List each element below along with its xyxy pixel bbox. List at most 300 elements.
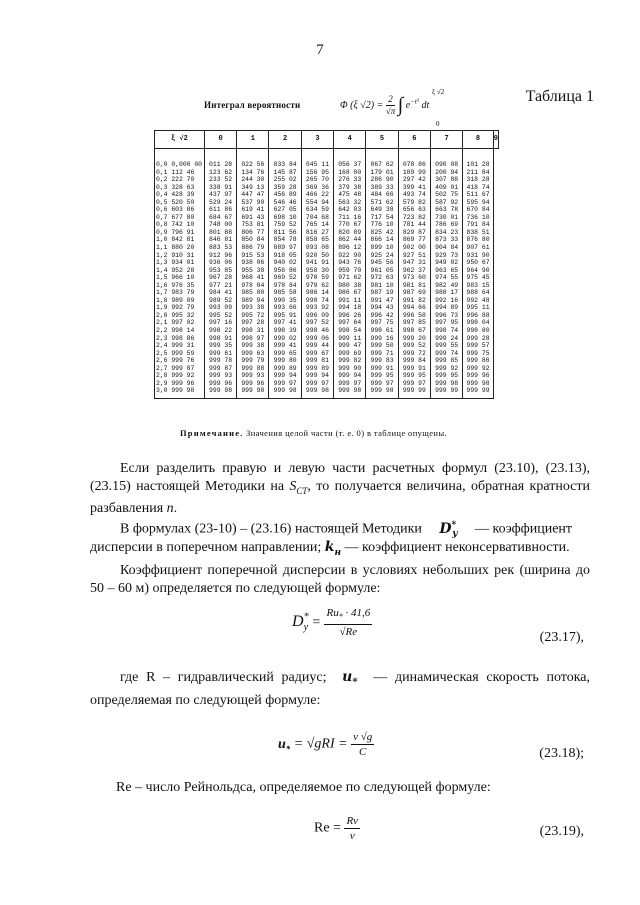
table-cell: 493 74 — [398, 191, 430, 199]
equation-number-23-17: (23.17), — [539, 630, 584, 645]
formula-lhs: Φ (ξ √2) = — [340, 99, 384, 111]
table-cell-arg: 2,6 999 76 — [155, 357, 205, 365]
paragraph-hydraulic-radius — [90, 668, 590, 710]
table-cell: 931 90 — [463, 252, 494, 260]
table-cell: 983 15 — [463, 282, 494, 290]
p1-text-after: , то получается величина, обратная кратности разбавления — [90, 479, 590, 516]
table-cell: 999 99 — [430, 387, 462, 398]
e1-numerator: $Ru_* \cdot 41,6$ — [324, 606, 372, 625]
table-cell: 999 63 — [237, 350, 269, 358]
table-note — [180, 428, 447, 438]
table-cell: 873 33 — [430, 236, 462, 244]
table-cell: 999 52 — [398, 342, 430, 350]
table-cell: 959 70 — [334, 267, 366, 275]
table-cell: 318 28 — [463, 176, 494, 184]
table-cell: 999 79 — [237, 357, 269, 365]
table-cell: 993 66 — [269, 304, 301, 312]
table-cell: 998 04 — [463, 319, 494, 327]
table-cell: 825 42 — [366, 229, 398, 237]
table-cell: 255 02 — [269, 176, 301, 184]
header-col-4: 4 — [334, 131, 366, 149]
table-cell: 770 67 — [334, 221, 366, 229]
table-cell: 999 69 — [334, 350, 366, 358]
paragraph-reynolds: Re – число Рейнольдса, определяемое по следующей формуле: — [116, 780, 491, 795]
table-cell: 978 84 — [269, 282, 301, 290]
table-cell-arg: 1,7 983 79 — [155, 289, 205, 297]
table-cell: 999 97 — [366, 380, 398, 388]
table-cell-arg: 2,8 999 92 — [155, 372, 205, 380]
table-cell: 634 59 — [301, 206, 333, 214]
e2-mid: = √gRI = — [293, 736, 348, 752]
table-cell: 999 67 — [301, 350, 333, 358]
k-symbol: $k_н$ — [324, 539, 342, 558]
table-cell: 011 28 — [204, 149, 236, 169]
table-cell: 409 01 — [430, 184, 462, 192]
table-cell: 999 11 — [334, 335, 366, 343]
table-cell: 999 88 — [237, 365, 269, 373]
table-cell: 759 52 — [269, 221, 301, 229]
s-st-symbol: $S_{СТ}$ — [289, 479, 308, 496]
table-cell: 996 73 — [430, 312, 462, 320]
table-cell: 902 00 — [398, 244, 430, 252]
table-cell: 996 58 — [398, 312, 430, 320]
table-cell: 649 38 — [366, 206, 398, 214]
table-cell: 276 33 — [334, 176, 366, 184]
table-cell: 338 91 — [204, 184, 236, 192]
table-cell: 571 62 — [366, 199, 398, 207]
table-cell: 989 52 — [204, 297, 236, 305]
table-cell: 244 30 — [237, 176, 269, 184]
e1-lhs: $D^*_y$ — [292, 611, 309, 633]
table-cell-arg: 0,9 796 91 — [155, 229, 205, 237]
table-cell: 179 01 — [366, 169, 398, 177]
table-cell: 134 76 — [237, 169, 269, 177]
table-row — [155, 274, 499, 282]
table-cell-arg: 1,0 842 81 — [155, 236, 205, 244]
table-cell: 999 24 — [430, 335, 462, 343]
table-cell-arg: 1,2 910 31 — [155, 252, 205, 260]
table-cell: 466 22 — [301, 191, 333, 199]
table-cell: 999 82 — [334, 357, 366, 365]
table-cell: 999 98 — [237, 387, 269, 398]
table-cell-arg: 0,8 742 10 — [155, 221, 205, 229]
table-cell: 997 41 — [269, 319, 301, 327]
formula-fraction — [386, 94, 395, 117]
table-cell: 999 92 — [430, 365, 462, 373]
integrand: e — [405, 99, 411, 111]
table-cell-arg: 2,0 995 32 — [155, 312, 205, 320]
table-cell: 862 44 — [334, 236, 366, 244]
table-cell: 999 61 — [204, 350, 236, 358]
table-cell: 670 84 — [463, 206, 494, 214]
header-xi: ξ √2 — [155, 131, 205, 149]
table-cell: 999 97 — [398, 380, 430, 388]
table-cell: 999 87 — [204, 365, 236, 373]
table-cell: 938 06 — [237, 259, 269, 267]
equation-23-19 — [314, 814, 360, 843]
table-cell: 999 38 — [237, 342, 269, 350]
table-cell: 998 61 — [366, 327, 398, 335]
table-cell: 642 03 — [334, 206, 366, 214]
table-cell: 997 52 — [301, 319, 333, 327]
table-cell: 999 94 — [334, 372, 366, 380]
table-cell: 529 24 — [204, 199, 236, 207]
table-cell: 980 38 — [334, 282, 366, 290]
table-cell: 970 59 — [301, 274, 333, 282]
table-cell: 858 65 — [301, 236, 333, 244]
table-cell: 056 37 — [334, 149, 366, 169]
table-cell: 978 04 — [237, 282, 269, 290]
e1-eq: = — [311, 614, 321, 630]
table-cell: 985 58 — [269, 289, 301, 297]
probability-integral-table — [154, 130, 499, 399]
note-label: Примечание. — [180, 428, 244, 438]
table-cell: 349 13 — [237, 184, 269, 192]
table-cell: 379 38 — [334, 184, 366, 192]
table-cell: 999 97 — [334, 380, 366, 388]
table-cell: 200 94 — [430, 169, 462, 177]
table-cell: 999 28 — [463, 335, 494, 343]
table-cell: 563 32 — [334, 199, 366, 207]
table-row — [155, 312, 499, 320]
table-cell: 995 52 — [204, 312, 236, 320]
table-cell: 995 11 — [463, 304, 494, 312]
table-cell: 156 95 — [301, 169, 333, 177]
table-cell: 955 38 — [237, 267, 269, 275]
table-cell-arg: 3,0 999 98 — [155, 387, 205, 398]
table-cell-arg: 0,7 677 80 — [155, 214, 205, 222]
paragraph-dispersion — [90, 538, 590, 562]
table-cell: 987 69 — [398, 289, 430, 297]
table-cell: 994 66 — [398, 304, 430, 312]
table-cell: 999 98 — [463, 380, 494, 388]
table-cell: 999 89 — [269, 365, 301, 373]
table-cell: 123 62 — [204, 169, 236, 177]
table-cell: 973 60 — [398, 274, 430, 282]
table-cell: 999 93 — [204, 372, 236, 380]
table-row — [155, 229, 499, 237]
e2-numerator: v √g — [353, 731, 373, 743]
table-cell: 704 68 — [301, 214, 333, 222]
table-row — [155, 335, 499, 343]
table-cell: 999 99 — [398, 387, 430, 398]
table-cell: 971 62 — [334, 274, 366, 282]
table-cell: 981 81 — [398, 282, 430, 290]
header-col-9: 9 — [493, 131, 498, 149]
table-cell: 418 74 — [463, 184, 494, 192]
table-cell: 999 57 — [463, 342, 494, 350]
table-cell: 776 10 — [366, 221, 398, 229]
e2-fraction — [351, 730, 374, 759]
table-cell: 999 94 — [301, 372, 333, 380]
table-caption — [200, 88, 540, 128]
table-cell: 999 75 — [463, 350, 494, 358]
table-cell: 619 41 — [237, 206, 269, 214]
table-cell: 663 78 — [430, 206, 462, 214]
table-cell: 866 14 — [366, 236, 398, 244]
table-cell: 999 81 — [301, 357, 333, 365]
table-cell-arg: 1,8 989 09 — [155, 297, 205, 305]
table-row — [155, 380, 499, 388]
table-cell: 999 20 — [398, 335, 430, 343]
table-cell: 838 51 — [463, 229, 494, 237]
table-cell: 999 71 — [366, 350, 398, 358]
table-cell: 816 27 — [301, 229, 333, 237]
table-cell: 999 74 — [430, 350, 462, 358]
table-cell: 475 48 — [334, 191, 366, 199]
table-cell: 999 98 — [430, 380, 462, 388]
table-cell: 995 91 — [269, 312, 301, 320]
table-row — [155, 372, 499, 380]
table-cell-arg: 0,4 428 39 — [155, 191, 205, 199]
where1-text-after: — динамическая скорость потока, определяемая по следующей формуле: — [90, 670, 590, 708]
table-body — [155, 149, 499, 399]
table-cell: 999 41 — [269, 342, 301, 350]
table-cell: 999 89 — [301, 365, 333, 373]
table-cell: 984 41 — [204, 289, 236, 297]
table-cell: 359 28 — [269, 184, 301, 192]
table-cell: 834 23 — [430, 229, 462, 237]
table-cell: 945 56 — [366, 259, 398, 267]
table-row — [155, 259, 499, 267]
table-cell: 078 86 — [398, 149, 430, 169]
table-cell: 999 97 — [269, 380, 301, 388]
table-cell: 982 49 — [430, 282, 462, 290]
table-cell: 999 84 — [398, 357, 430, 365]
table-cell-arg: 2,7 999 87 — [155, 365, 205, 373]
table-cell-arg: 1,9 992 79 — [155, 304, 205, 312]
table-cell: 999 06 — [301, 335, 333, 343]
table-cell: 956 86 — [269, 267, 301, 275]
header-col-5: 5 — [366, 131, 398, 149]
table-cell-arg: 0,6 603 86 — [155, 206, 205, 214]
table-cell: 999 93 — [237, 372, 269, 380]
table-cell: 972 63 — [366, 274, 398, 282]
table-cell-arg: 2,2 998 14 — [155, 327, 205, 335]
table-row — [155, 236, 499, 244]
table-cell: 999 97 — [301, 380, 333, 388]
table-cell: 999 85 — [430, 357, 462, 365]
table-cell: 981 10 — [366, 282, 398, 290]
table-cell: 801 88 — [204, 229, 236, 237]
table-cell-arg: 2,3 998 86 — [155, 335, 205, 343]
table-cell: 994 89 — [430, 304, 462, 312]
table-cell: 999 98 — [204, 387, 236, 398]
table-cell: 988 64 — [463, 289, 494, 297]
table-cell: 999 55 — [430, 342, 462, 350]
table-cell-arg: 0,2 222 70 — [155, 176, 205, 184]
table-cell: 994 18 — [334, 304, 366, 312]
table-cell: 537 90 — [237, 199, 269, 207]
table-cell: 587 92 — [430, 199, 462, 207]
table-cell: 145 87 — [269, 169, 301, 177]
table-cell: 927 51 — [398, 252, 430, 260]
page-number: 7 — [316, 42, 324, 58]
table-cell: 989 94 — [237, 297, 269, 305]
table-cell: 447 47 — [237, 191, 269, 199]
u-star-symbol: $u_*$ — [342, 669, 358, 688]
table-cell: 991 11 — [334, 297, 366, 305]
table-cell: 998 31 — [237, 327, 269, 335]
table-cell: 922 90 — [334, 252, 366, 260]
table-cell: 915 53 — [237, 252, 269, 260]
caption-formula — [340, 94, 429, 117]
table-cell: 999 86 — [463, 357, 494, 365]
table-cell: 717 54 — [366, 214, 398, 222]
integral-lower-limit: 0 — [436, 120, 440, 128]
table-cell: 297 42 — [398, 176, 430, 184]
table-cell: 992 48 — [463, 297, 494, 305]
table-cell: 999 90 — [334, 365, 366, 373]
e3-denominator: ν — [349, 830, 355, 842]
table-cell: 999 96 — [463, 372, 494, 380]
table-cell-arg: 2,5 999 59 — [155, 350, 205, 358]
table-row — [155, 169, 499, 177]
table-cell: 698 10 — [269, 214, 301, 222]
table-cell: 990 35 — [269, 297, 301, 305]
table-cell: 936 06 — [204, 259, 236, 267]
table-cell: 995 72 — [237, 312, 269, 320]
table-cell: 886 79 — [237, 244, 269, 252]
table-row — [155, 199, 499, 207]
table-cell: 958 30 — [301, 267, 333, 275]
table-cell: 554 94 — [301, 199, 333, 207]
table-row — [155, 289, 499, 297]
table-cell-arg: 0,0 0,000 00 — [155, 149, 205, 169]
table-cell: 896 12 — [334, 244, 366, 252]
table-cell: 806 77 — [237, 229, 269, 237]
table-cell: 627 05 — [269, 206, 301, 214]
table-cell: 999 47 — [334, 342, 366, 350]
table-cell: 907 61 — [463, 244, 494, 252]
table-cell: 998 39 — [269, 327, 301, 335]
table-cell: 265 70 — [301, 176, 333, 184]
paragraph-dilution — [90, 460, 590, 518]
table-cell: 947 31 — [398, 259, 430, 267]
table-cell: 997 16 — [204, 319, 236, 327]
table-cell: 993 92 — [301, 304, 333, 312]
table-cell: 502 75 — [430, 191, 462, 199]
integrand-dt: dt — [421, 99, 430, 111]
table-cell: 998 22 — [204, 327, 236, 335]
table-cell: 963 65 — [430, 267, 462, 275]
equation-23-18 — [278, 730, 374, 759]
table-cell: 730 01 — [430, 214, 462, 222]
table-row — [155, 365, 499, 373]
table-cell-arg: 0,3 328 63 — [155, 184, 205, 192]
table-cell: 904 84 — [430, 244, 462, 252]
table-cell: 999 95 — [398, 372, 430, 380]
table-cell: 736 10 — [463, 214, 494, 222]
integral-sign: ∫ — [397, 94, 404, 116]
table-cell-arg: 2,1 997 02 — [155, 319, 205, 327]
table-cell: 748 00 — [204, 221, 236, 229]
table-row — [155, 357, 499, 365]
table-cell: 811 56 — [269, 229, 301, 237]
table-cell-arg: 2,4 999 31 — [155, 342, 205, 350]
table-cell: 999 94 — [269, 372, 301, 380]
table-cell: 998 54 — [334, 327, 366, 335]
table-cell: 999 98 — [334, 387, 366, 398]
table-cell: 977 21 — [204, 282, 236, 290]
header-col-0: 0 — [204, 131, 236, 149]
table-cell: 168 00 — [334, 169, 366, 177]
table-cell: 993 09 — [204, 304, 236, 312]
table-cell: 992 16 — [430, 297, 462, 305]
table-row — [155, 214, 499, 222]
table-cell: 876 80 — [463, 236, 494, 244]
table-cell: 962 37 — [398, 267, 430, 275]
equation-number-23-19: (23.19), — [539, 824, 584, 839]
table-cell: 985 00 — [237, 289, 269, 297]
table-cell: 949 02 — [430, 259, 462, 267]
table-cell: 986 67 — [334, 289, 366, 297]
table-row — [155, 327, 499, 335]
table-cell: 033 84 — [269, 149, 301, 169]
table-cell-arg: 0,5 520 50 — [155, 199, 205, 207]
table-cell: 967 28 — [204, 274, 236, 282]
table-cell: 929 73 — [430, 252, 462, 260]
dy-symbol: $D^*_y$ — [439, 520, 458, 540]
table-row — [155, 252, 499, 260]
table-cell: 999 44 — [301, 342, 333, 350]
table-cell: 854 78 — [269, 236, 301, 244]
p2b-text-after: — коэффициент неконсервативности. — [344, 540, 570, 555]
frac-numerator: 2 — [386, 94, 395, 106]
table-cell: 969 52 — [269, 274, 301, 282]
table-row — [155, 221, 499, 229]
table-cell: 781 44 — [398, 221, 430, 229]
table-cell: 611 86 — [204, 206, 236, 214]
table-cell: 786 69 — [430, 221, 462, 229]
table-cell: 999 80 — [269, 357, 301, 365]
table-cell-arg: 1,3 934 01 — [155, 259, 205, 267]
header-col-7: 7 — [430, 131, 462, 149]
table-cell: 997 95 — [430, 319, 462, 327]
table-cell: 829 87 — [398, 229, 430, 237]
table-row — [155, 267, 499, 275]
table-cell: 999 02 — [269, 335, 301, 343]
table-cell: 893 08 — [301, 244, 333, 252]
table-cell: 974 55 — [430, 274, 462, 282]
table-cell: 999 65 — [269, 350, 301, 358]
table-cell: 595 94 — [463, 199, 494, 207]
table-cell: 964 90 — [463, 267, 494, 275]
table-cell: 975 45 — [463, 274, 494, 282]
table-cell: 941 91 — [301, 259, 333, 267]
table-cell: 999 91 — [398, 365, 430, 373]
table-cell: 999 98 — [269, 387, 301, 398]
table-cell: 997 64 — [334, 319, 366, 327]
table-row — [155, 149, 499, 169]
table-cell: 953 85 — [204, 267, 236, 275]
table-cell: 211 84 — [463, 169, 494, 177]
table-cell: 999 83 — [366, 357, 398, 365]
table-cell: 101 28 — [463, 149, 494, 169]
table-cell: 990 74 — [301, 297, 333, 305]
table-row — [155, 184, 499, 192]
table-cell: 511 67 — [463, 191, 494, 199]
table-cell: 986 14 — [301, 289, 333, 297]
e2-lhs: $u_*$ — [278, 736, 291, 754]
table-cell: 723 82 — [398, 214, 430, 222]
table-cell: 998 67 — [398, 327, 430, 335]
table-cell-arg: 1,1 880 20 — [155, 244, 205, 252]
table-row — [155, 319, 499, 327]
table-cell: 546 46 — [269, 199, 301, 207]
table-cell: 920 50 — [301, 252, 333, 260]
table-cell-arg: 1,5 966 10 — [155, 274, 205, 282]
